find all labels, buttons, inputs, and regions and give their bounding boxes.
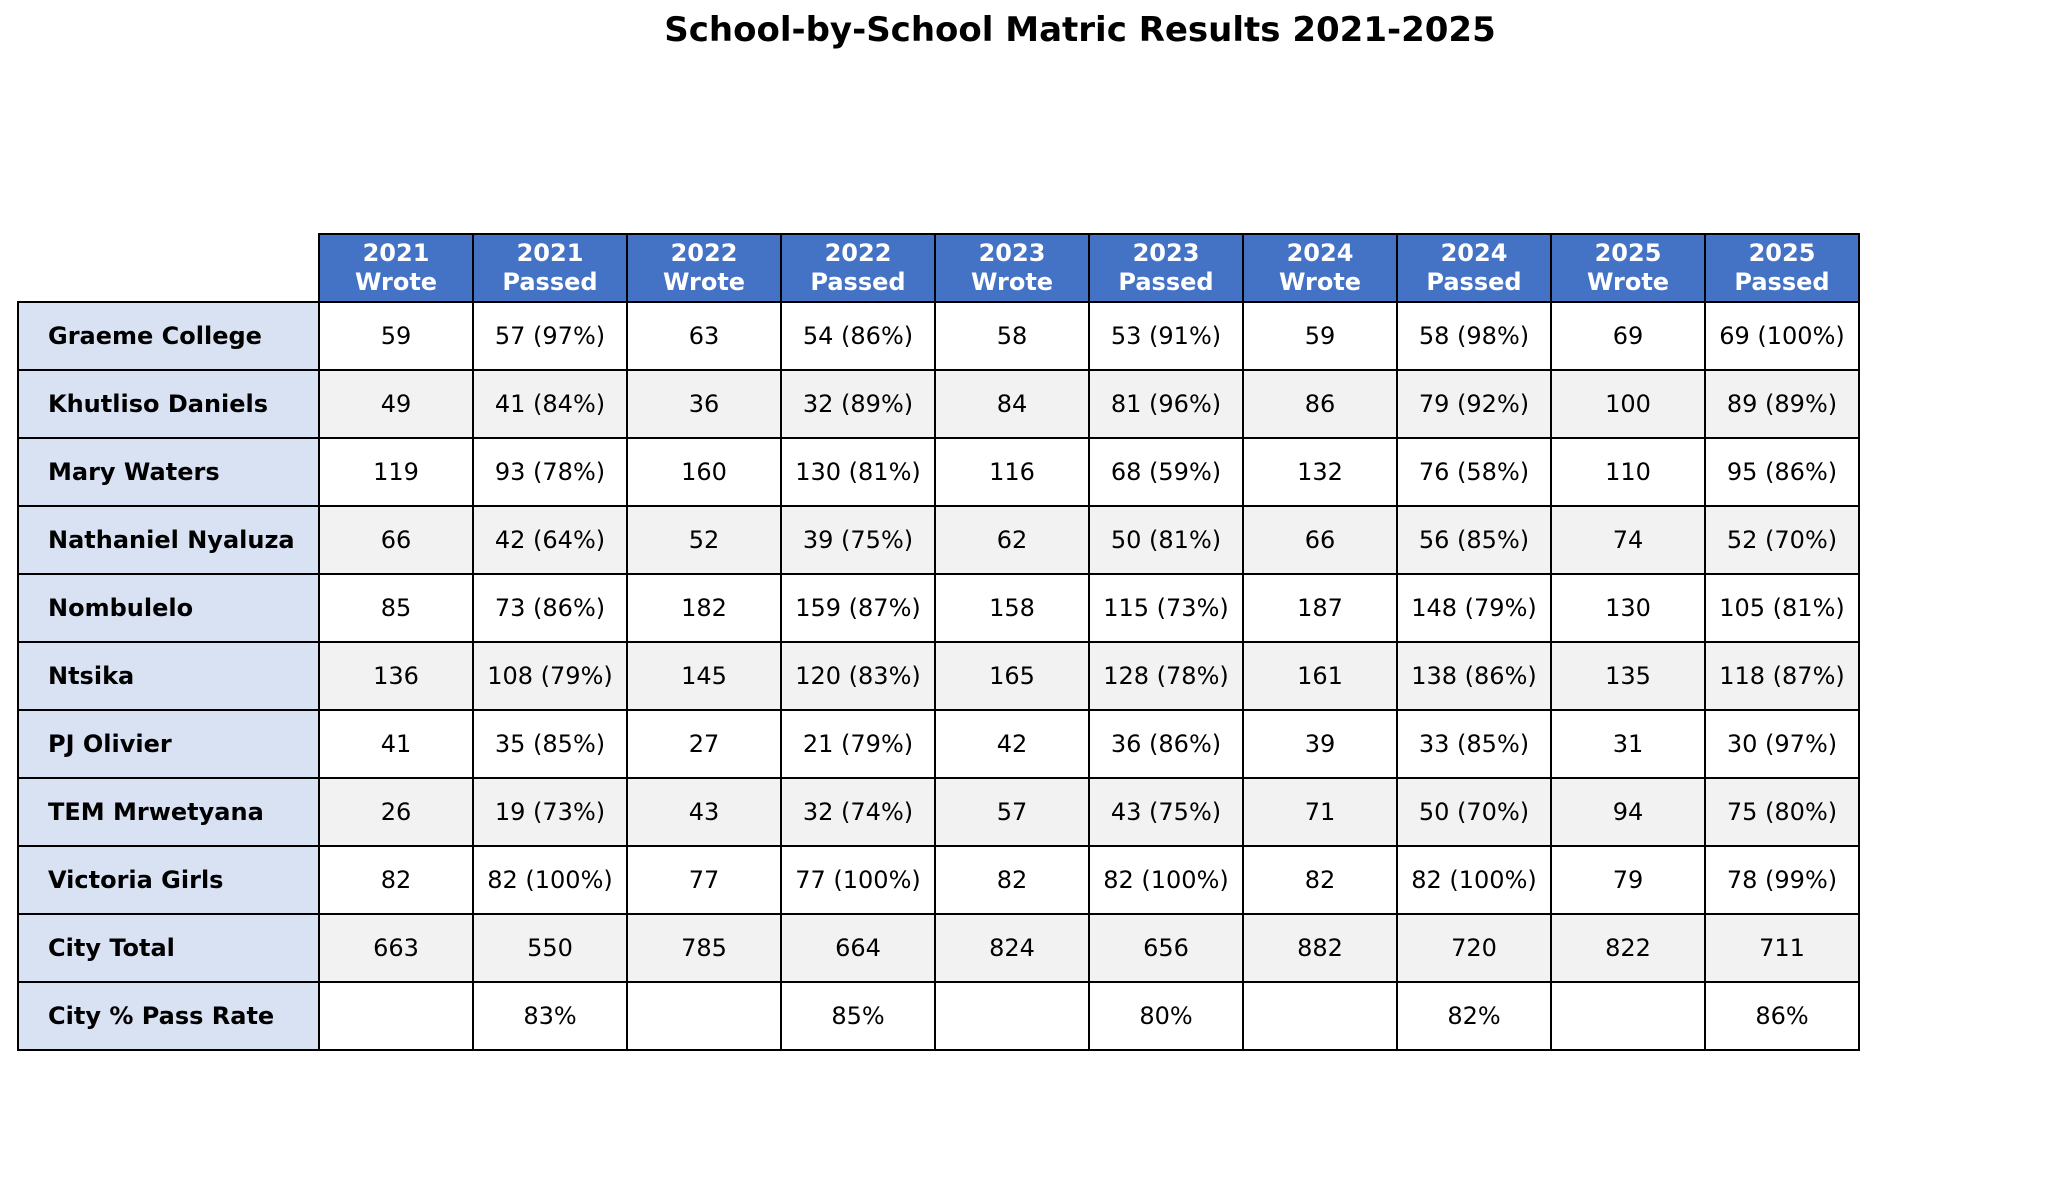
table-cell: 116 bbox=[935, 438, 1089, 506]
row-label: City % Pass Rate bbox=[18, 982, 319, 1050]
table-cell: 120 (83%) bbox=[781, 642, 935, 710]
table-cell: 66 bbox=[319, 506, 473, 574]
table-cell: 138 (86%) bbox=[1397, 642, 1551, 710]
table-cell: 50 (70%) bbox=[1397, 778, 1551, 846]
table-cell: 720 bbox=[1397, 914, 1551, 982]
column-header-year: 2021 bbox=[362, 239, 430, 267]
table-cell: 145 bbox=[627, 642, 781, 710]
column-header-year: 2023 bbox=[978, 239, 1046, 267]
table-cell: 57 (97%) bbox=[473, 302, 627, 370]
table-cell: 57 bbox=[935, 778, 1089, 846]
table-cell: 30 (97%) bbox=[1705, 710, 1859, 778]
table-cell: 160 bbox=[627, 438, 781, 506]
table-cell: 42 (64%) bbox=[473, 506, 627, 574]
table-row bbox=[18, 506, 1859, 574]
table-cell: 26 bbox=[319, 778, 473, 846]
column-header-year: 2022 bbox=[670, 239, 738, 267]
table-cell: 82% bbox=[1397, 982, 1551, 1050]
table-cell: 158 bbox=[935, 574, 1089, 642]
table-cell: 130 (81%) bbox=[781, 438, 935, 506]
table-cell: 50 (81%) bbox=[1089, 506, 1243, 574]
table-cell: 52 bbox=[627, 506, 781, 574]
row-label: Nombulelo bbox=[18, 574, 319, 642]
table-cell: 68 (59%) bbox=[1089, 438, 1243, 506]
row-label: City Total bbox=[18, 914, 319, 982]
table-cell bbox=[1551, 982, 1705, 1050]
table-cell: 27 bbox=[627, 710, 781, 778]
table-cell: 148 (79%) bbox=[1397, 574, 1551, 642]
table-cell: 119 bbox=[319, 438, 473, 506]
table-cell: 664 bbox=[781, 914, 935, 982]
table-cell: 159 (87%) bbox=[781, 574, 935, 642]
column-header bbox=[1705, 234, 1859, 302]
table-cell: 182 bbox=[627, 574, 781, 642]
table-cell: 135 bbox=[1551, 642, 1705, 710]
table-cell: 711 bbox=[1705, 914, 1859, 982]
table-cell: 89 (89%) bbox=[1705, 370, 1859, 438]
column-header-year: 2023 bbox=[1132, 239, 1200, 267]
table-cell: 36 (86%) bbox=[1089, 710, 1243, 778]
column-header bbox=[319, 234, 473, 302]
table-cell: 69 (100%) bbox=[1705, 302, 1859, 370]
table-row bbox=[18, 778, 1859, 846]
table-cell: 59 bbox=[1243, 302, 1397, 370]
table-cell: 82 (100%) bbox=[1089, 846, 1243, 914]
header-corner bbox=[18, 234, 319, 302]
table-cell: 39 (75%) bbox=[781, 506, 935, 574]
table-cell: 84 bbox=[935, 370, 1089, 438]
table-cell: 663 bbox=[319, 914, 473, 982]
table-cell: 161 bbox=[1243, 642, 1397, 710]
table-cell: 81 (96%) bbox=[1089, 370, 1243, 438]
column-header-year: 2021 bbox=[516, 239, 584, 267]
table-cell: 66 bbox=[1243, 506, 1397, 574]
table-cell: 63 bbox=[627, 302, 781, 370]
table-cell: 82 (100%) bbox=[1397, 846, 1551, 914]
table-title: School-by-School Matric Results 2021-2025 bbox=[664, 10, 1496, 50]
row-label: Nathaniel Nyaluza bbox=[18, 506, 319, 574]
table-body bbox=[18, 302, 1859, 1050]
column-header bbox=[1243, 234, 1397, 302]
column-header-kind: Passed bbox=[1734, 268, 1830, 296]
table-cell: 128 (78%) bbox=[1089, 642, 1243, 710]
table-cell: 78 (99%) bbox=[1705, 846, 1859, 914]
table-cell: 77 (100%) bbox=[781, 846, 935, 914]
table-cell bbox=[935, 982, 1089, 1050]
table-row bbox=[18, 846, 1859, 914]
table-cell: 35 (85%) bbox=[473, 710, 627, 778]
column-header-kind: Passed bbox=[810, 268, 906, 296]
table-cell: 132 bbox=[1243, 438, 1397, 506]
table-cell bbox=[1243, 982, 1397, 1050]
table-row bbox=[18, 302, 1859, 370]
table-cell: 19 (73%) bbox=[473, 778, 627, 846]
table-row bbox=[18, 574, 1859, 642]
row-label: Mary Waters bbox=[18, 438, 319, 506]
table-cell: 76 (58%) bbox=[1397, 438, 1551, 506]
table-cell: 43 bbox=[627, 778, 781, 846]
table-cell: 82 bbox=[1243, 846, 1397, 914]
table-cell: 49 bbox=[319, 370, 473, 438]
table-cell: 42 bbox=[935, 710, 1089, 778]
table-cell: 824 bbox=[935, 914, 1089, 982]
column-header-kind: Wrote bbox=[662, 268, 746, 296]
table-cell: 822 bbox=[1551, 914, 1705, 982]
table-cell: 110 bbox=[1551, 438, 1705, 506]
row-label: Graeme College bbox=[18, 302, 319, 370]
table-cell: 36 bbox=[627, 370, 781, 438]
table-cell: 56 (85%) bbox=[1397, 506, 1551, 574]
table-cell: 74 bbox=[1551, 506, 1705, 574]
column-header-kind: Wrote bbox=[354, 268, 438, 296]
column-header bbox=[473, 234, 627, 302]
table-cell: 550 bbox=[473, 914, 627, 982]
table-cell: 94 bbox=[1551, 778, 1705, 846]
column-header bbox=[1089, 234, 1243, 302]
table-cell: 82 (100%) bbox=[473, 846, 627, 914]
column-header-kind: Wrote bbox=[1278, 268, 1362, 296]
table-cell: 53 (91%) bbox=[1089, 302, 1243, 370]
table-cell bbox=[627, 982, 781, 1050]
table-cell: 32 (74%) bbox=[781, 778, 935, 846]
row-label: PJ Olivier bbox=[18, 710, 319, 778]
table-cell: 83% bbox=[473, 982, 627, 1050]
table-row bbox=[18, 982, 1859, 1050]
column-header-year: 2024 bbox=[1440, 239, 1508, 267]
table-cell: 100 bbox=[1551, 370, 1705, 438]
table-cell bbox=[319, 982, 473, 1050]
row-label: Victoria Girls bbox=[18, 846, 319, 914]
table-cell: 73 (86%) bbox=[473, 574, 627, 642]
table-row bbox=[18, 914, 1859, 982]
table-cell: 41 bbox=[319, 710, 473, 778]
column-header bbox=[1551, 234, 1705, 302]
table-cell: 82 bbox=[319, 846, 473, 914]
column-header-year: 2025 bbox=[1748, 239, 1816, 267]
row-label: Ntsika bbox=[18, 642, 319, 710]
table-row bbox=[18, 642, 1859, 710]
table-cell: 165 bbox=[935, 642, 1089, 710]
table-cell: 95 (86%) bbox=[1705, 438, 1859, 506]
table-cell: 187 bbox=[1243, 574, 1397, 642]
table-cell: 58 bbox=[935, 302, 1089, 370]
column-header bbox=[935, 234, 1089, 302]
table-cell: 86% bbox=[1705, 982, 1859, 1050]
table-cell: 85% bbox=[781, 982, 935, 1050]
table-cell: 108 (79%) bbox=[473, 642, 627, 710]
results-table bbox=[17, 233, 1860, 1051]
table-cell: 115 (73%) bbox=[1089, 574, 1243, 642]
table-cell: 77 bbox=[627, 846, 781, 914]
table-cell: 54 (86%) bbox=[781, 302, 935, 370]
table-cell: 33 (85%) bbox=[1397, 710, 1551, 778]
table-cell: 58 (98%) bbox=[1397, 302, 1551, 370]
header-row bbox=[18, 234, 1859, 302]
row-label: Khutliso Daniels bbox=[18, 370, 319, 438]
column-header-kind: Passed bbox=[1118, 268, 1214, 296]
table-cell: 39 bbox=[1243, 710, 1397, 778]
table-cell: 130 bbox=[1551, 574, 1705, 642]
column-header-kind: Wrote bbox=[1586, 268, 1670, 296]
column-header-year: 2025 bbox=[1594, 239, 1662, 267]
table-cell: 79 (92%) bbox=[1397, 370, 1551, 438]
table-cell: 21 (79%) bbox=[781, 710, 935, 778]
table-cell: 41 (84%) bbox=[473, 370, 627, 438]
table-row bbox=[18, 438, 1859, 506]
column-header bbox=[1397, 234, 1551, 302]
table-cell: 32 (89%) bbox=[781, 370, 935, 438]
row-label: TEM Mrwetyana bbox=[18, 778, 319, 846]
table-cell: 71 bbox=[1243, 778, 1397, 846]
table-cell: 656 bbox=[1089, 914, 1243, 982]
table-cell: 785 bbox=[627, 914, 781, 982]
table-cell: 85 bbox=[319, 574, 473, 642]
column-header bbox=[627, 234, 781, 302]
column-header-year: 2024 bbox=[1286, 239, 1354, 267]
table-cell: 93 (78%) bbox=[473, 438, 627, 506]
table-cell: 882 bbox=[1243, 914, 1397, 982]
table-cell: 69 bbox=[1551, 302, 1705, 370]
column-header-kind: Passed bbox=[502, 268, 598, 296]
table-cell: 43 (75%) bbox=[1089, 778, 1243, 846]
table-cell: 118 (87%) bbox=[1705, 642, 1859, 710]
table-cell: 136 bbox=[319, 642, 473, 710]
column-header-year: 2022 bbox=[824, 239, 892, 267]
column-header-kind: Passed bbox=[1426, 268, 1522, 296]
table-cell: 62 bbox=[935, 506, 1089, 574]
column-header bbox=[781, 234, 935, 302]
table-cell: 80% bbox=[1089, 982, 1243, 1050]
table-cell: 52 (70%) bbox=[1705, 506, 1859, 574]
table-cell: 86 bbox=[1243, 370, 1397, 438]
table-row bbox=[18, 370, 1859, 438]
column-header-kind: Wrote bbox=[970, 268, 1054, 296]
table-cell: 105 (81%) bbox=[1705, 574, 1859, 642]
table-cell: 82 bbox=[935, 846, 1089, 914]
table-cell: 31 bbox=[1551, 710, 1705, 778]
table-cell: 75 (80%) bbox=[1705, 778, 1859, 846]
table-cell: 79 bbox=[1551, 846, 1705, 914]
table-cell: 59 bbox=[319, 302, 473, 370]
table-row bbox=[18, 710, 1859, 778]
